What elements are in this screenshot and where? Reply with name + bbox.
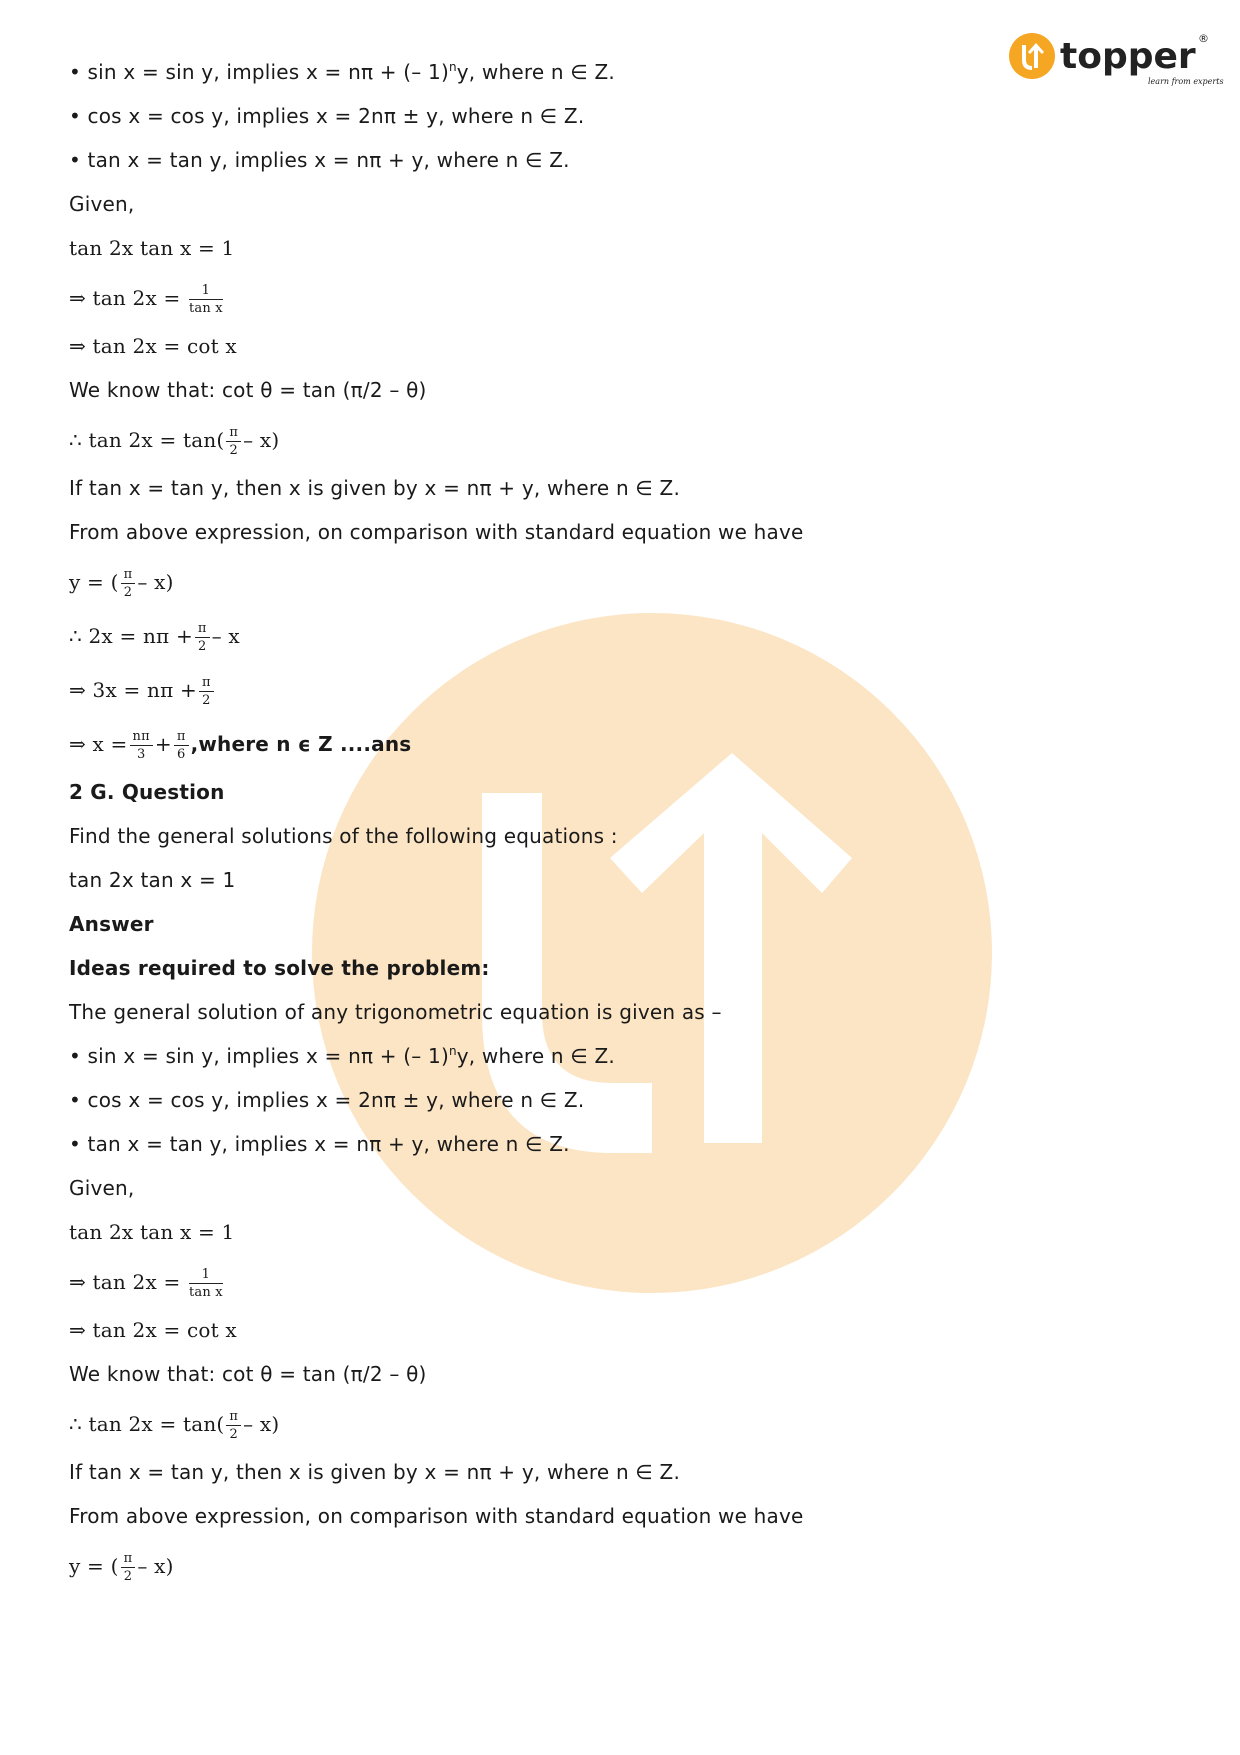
topper-logo [1008,30,1224,92]
comparison-text: From above expression, on comparison with standard equation we have [69,520,804,544]
y-equation-2: y = ( $\frac{\pi}{2}$ – x) [69,1551,174,1584]
fraction: $\frac{\pi}{2}$ [226,1410,241,1441]
fraction: $\frac{\pi}{2}$ [121,568,136,599]
y-equation: y = ( $\frac{\pi}{2}$ – x) [69,567,174,600]
equation-2: ⇒ tan 2x = $\frac{1}{\text{tan x}}$ [69,283,223,316]
equation-4-b: ∴ tan 2x = tan( $\frac{\pi}{2}$ – x) [69,1409,280,1442]
fraction: $\frac{\pi}{2}$ [121,1552,136,1583]
if-tan-text: If tan x = tan y, then x is given by x = nπ + y, where n ∈ Z. [69,476,681,500]
fraction: $\frac{\pi}{2}$ [226,426,241,457]
comparison-text-2: From above expression, on comparison with standard equation we have [69,1504,804,1528]
equation-1: tan 2x tan x = 1 [69,236,235,260]
fraction: $\frac{\pi}{2}$ [195,622,210,653]
logo-wordmark: topper [1060,36,1196,77]
question-text: Find the general solutions of the following equations : [69,824,618,848]
identity-text: We know that: cot θ = tan (π/2 – θ) [69,378,427,402]
given-label: Given, [69,192,135,216]
equation-3: ⇒ tan 2x = cot x [69,334,237,358]
registered-mark: ® [1198,32,1209,45]
rule-tan-2: • tan x = tan y, implies x = nπ + y, where n ∈ Z. [69,1132,570,1156]
fraction: $\frac{n\pi}{3}$ [130,730,153,761]
general-solution-text: The general solution of any trigonometric equation is given as – [69,1000,722,1024]
equation-1-b: tan 2x tan x = 1 [69,1220,235,1244]
ideas-heading: Ideas required to solve the problem: [69,956,490,980]
step-1: ∴ 2x = nπ + $\frac{\pi}{2}$ – x [69,621,240,654]
rule-cos-2: • cos x = cos y, implies x = 2nπ ± y, where n ∈ Z. [69,1088,585,1112]
given-label-2: Given, [69,1176,135,1200]
if-tan-text-2: If tan x = tan y, then x is given by x = nπ + y, where n ∈ Z. [69,1460,681,1484]
rule-cos: • cos x = cos y, implies x = 2nπ ± y, where n ∈ Z. [69,104,585,128]
question-equation: tan 2x tan x = 1 [69,868,236,892]
identity-text-2: We know that: cot θ = tan (π/2 – θ) [69,1362,427,1386]
fraction: $\frac{1}{\text{tan x}}$ [189,283,223,316]
logo-tagline: learn from experts [1148,77,1224,86]
question-heading: 2 G. Question [69,780,225,804]
document-body [69,58,1169,1600]
fraction: $\frac{\pi}{6}$ [174,730,189,761]
equation-2-b: ⇒ tan 2x = $\frac{1}{\text{tan x}}$ [69,1267,223,1300]
step-2: ⇒ 3x = nπ + $\frac{\pi}{2}$ [69,670,1169,710]
fraction: $\frac{\pi}{2}$ [199,676,214,707]
equation-3-b: ⇒ tan 2x = cot x [69,1318,237,1342]
equation-4: ∴ tan 2x = tan( $\frac{\pi}{2}$ – x) [69,425,280,458]
answer-heading: Answer [69,912,154,936]
rule-sin: • sin x = sin y, implies x = nπ + (– 1)$^n$y, where n ∈ Z. [69,60,615,84]
fraction: $\frac{1}{\text{tan x}}$ [189,1267,223,1300]
rule-sin-2: • sin x = sin y, implies x = nπ + (– 1)$^n$y, where n ∈ Z. [69,1044,615,1068]
final-answer: ⇒ x = $\frac{n\pi}{3}$ + $\frac{\pi}{6}$ ,where n ϵ Z ....ans [69,729,412,762]
rule-tan: • tan x = tan y, implies x = nπ + y, where n ∈ Z. [69,148,570,172]
